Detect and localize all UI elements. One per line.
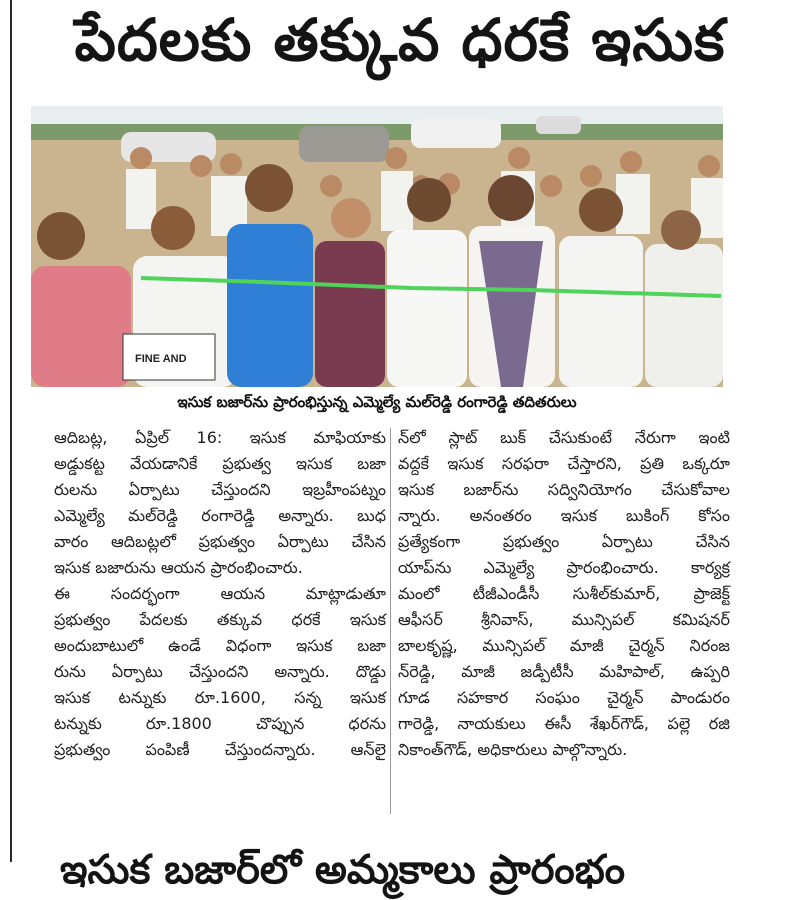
column-line: యాప్‌ను ఎమ్మెల్యే ప్రారంభించారు. కార్యక్ర <box>398 558 730 577</box>
column-line: ప్రభుత్వం పేదలకు తక్కువ ధరకే ఇసుక <box>54 610 386 629</box>
column-divider <box>390 428 391 814</box>
parked-car <box>536 116 581 134</box>
column-line: వద్దకే ఇసుక సరఫరా చేస్తారని, ప్రతి ఒక్కరూ <box>398 454 730 473</box>
column-line: అడ్డుకట్ట వేయడానికే ప్రభుత్వ ఇసుక బజా <box>54 454 386 473</box>
article-headline: పేదలకు తక్కువ ధరకే ఇసుక <box>74 6 726 74</box>
article-column-right <box>398 425 730 815</box>
column-line: న్‌లో స్లాట్ బుక్ చేసుకుంటే నేరుగా ఇంటి <box>398 428 730 447</box>
column-line: టన్నుకు రూ.1800 చొప్పున ధరను <box>54 714 386 733</box>
column-line: అందుబాటులో ఉండే విధంగా ఇసుక బజా <box>54 636 386 655</box>
column-line: బాలకృష్ణ, మున్సిపల్ మాజీ చైర్మన్ నిరంజ <box>398 636 730 655</box>
column-line: న్నారు. అనంతరం ఇసుక బుకింగ్ కోసం <box>398 506 730 525</box>
parked-car <box>299 126 389 162</box>
column-line: రులను ఏర్పాటు చేస్తుందని ఇబ్రహీంపట్నం <box>54 480 386 499</box>
column-line: ఎమ్మెల్యే మల్‌రెడ్డి రంగారెడ్డి అన్నారు. బుధ <box>54 506 386 525</box>
column-line: ఆదిబట్ల, ఏప్రిల్ 16: ఇసుక మాఫియాకు <box>54 428 386 447</box>
column-line: గూడ సహకార సంఘం చైర్మన్ పాండురం <box>398 688 730 707</box>
column-line: న్‌రెడ్డి, మాజీ జడ్పీటీసీ మహిపాల్, ఉప్పరి <box>398 662 730 681</box>
column-line: ప్రభుత్వం పంపిణీ చేస్తుందన్నారు. ఆన్‌లై <box>54 740 386 759</box>
column-line: ఈ సందర్భంగా ఆయన మాట్లాడుతూ <box>54 584 386 603</box>
column-line: వారం ఆదిబట్లలో ప్రభుత్వం ఏర్పాటు చేసిన <box>54 532 386 551</box>
column-line: మంలో టీజీఎండీసీ సుశీల్‌కుమార్, ప్రాజెక్ట్ <box>398 584 730 603</box>
column-line: ఇసుక బజారును ఆయన ప్రారంభించారు. <box>54 558 303 577</box>
next-article-headline-fragment: ఇసుక బజార్‌లో అమ్మకాలు ప్రారంభం <box>60 847 625 893</box>
column-line: నికాంత్‌గౌడ్, అధికారులు పాల్గొన్నారు. <box>398 740 628 759</box>
photo-caption: ఇసుక బజార్‌ను ప్రారంభిస్తున్న ఎమ్మెల్యే మల్‌రెడ్డి రంగారెడ్డి తదితరులు <box>177 393 577 411</box>
column-line: ఇసుక బజార్‌ను సద్వినియోగం చేసుకోవాల <box>398 480 730 499</box>
article-column-left <box>54 425 386 815</box>
page-left-rule <box>10 0 12 862</box>
column-line: ఇసుక టన్నుకు రూ.1600, సన్న ఇసుక <box>54 688 386 707</box>
column-line: రును ఏర్పాటు చేస్తుందని అన్నారు. దొడ్డు <box>54 662 386 681</box>
column-line: ప్రత్యేకంగా ప్రభుత్వం ఏర్పాటు చేసిన <box>398 532 730 551</box>
article-photo <box>31 106 723 387</box>
column-line: ఆఫీసర్ శ్రీనివాస్, మున్సిపల్ కమిషనర్ <box>398 610 730 629</box>
banner-sign-text: FINE AND <box>135 353 187 365</box>
column-line: గారెడ్డి, నాయకులు ఈసీ శేఖర్‌గౌడ్, పల్లె రజి <box>398 714 730 733</box>
parked-car <box>411 118 501 148</box>
